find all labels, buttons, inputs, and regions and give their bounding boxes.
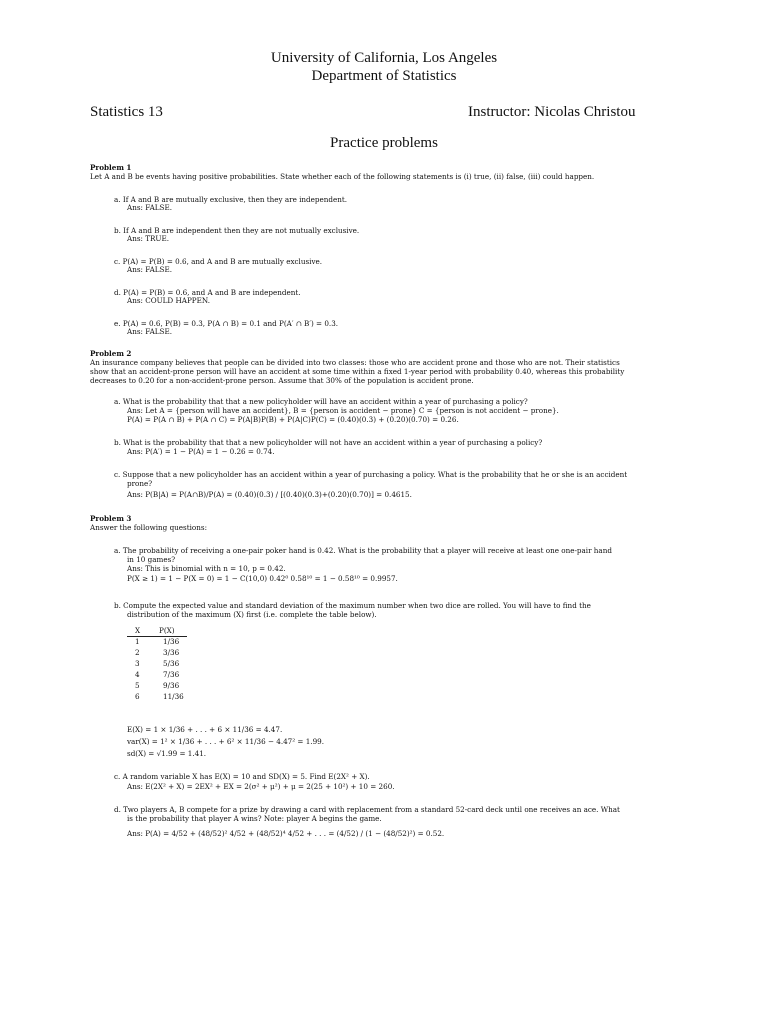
table-header-px: P(X) — [159, 626, 175, 635]
p3-answer-d: Ans: P(A) = 4/52 + (48/52)² 4/52 + (48/52)⁴ 4/52 + . . . = (4/52) / (1 − (48/52)²) = 0.52. — [127, 829, 445, 838]
p3-answer-b: E(X) = 1 × 1/36 + . . . + 6 × 11/36 = 4.47. — [127, 725, 283, 734]
p1-item-a: a. If A and B are mutually exclusive, then they are independent. — [114, 195, 348, 204]
p1-answer-e: Ans: FALSE. — [127, 327, 172, 336]
p2-answer-a: Ans: Let A = {person will have an accident}, B = {person is accident − prone} C = {person is not accident − prone}. — [127, 406, 559, 415]
p1-item-b: b. If A and B are independent then they are not mutually exclusive. — [114, 226, 360, 235]
p3-item-b-cont: distribution of the maximum (X) first (i.e. complete the table below). — [127, 610, 377, 619]
p3-item-a: a. The probability of receiving a one-pair poker hand is 0.42. What is the probability that a player will receive at least one one-pair hand — [114, 546, 612, 555]
p1-answer-c: Ans: FALSE. — [127, 265, 172, 274]
p3-item-c: c. A random variable X has E(X) = 10 and SD(X) = 5. Find E(2X² + X). — [114, 772, 370, 781]
p3-answer-b: sd(X) = √1.99 = 1.41. — [127, 749, 207, 758]
table-cell-px: 1/36 — [163, 637, 180, 646]
p1-answer-a: Ans: FALSE. — [127, 203, 172, 212]
table-cell-px: 9/36 — [163, 681, 180, 690]
p3-item-d: d. Two players A, B compete for a prize by drawing a card with replacement from a standard 52-card deck until one receives an ace. What — [114, 805, 620, 814]
table-cell-px: 5/36 — [163, 659, 180, 668]
p2-item-a: a. What is the probability that that a new policyholder will have an accident within a year of purchasing a policy? — [114, 397, 528, 406]
document-title: Practice problems — [330, 135, 438, 151]
problem2-intro-line: decreases to 0.20 for a non-accident-prone person. Assume that 30% of the population is accident prone. — [90, 376, 474, 385]
table-cell-x: 1 — [135, 637, 140, 646]
p1-item-c: c. P(A) = P(B) = 0.6, and A and B are mutually exclusive. — [114, 257, 323, 266]
problem1-intro: Let A and B be events having positive probabilities. State whether each of the following statements is (i) true, (ii) false, (iii) could happen. — [90, 172, 595, 181]
p3-item-a-cont: in 10 games? — [127, 555, 176, 564]
department-name: Department of Statistics — [311, 68, 457, 84]
p2-answer-c: Ans: P(B|A) = P(A∩B)/P(A) = (0.40)(0.3) / [(0.40)(0.3)+(0.20)(0.70)] = 0.4615. — [127, 490, 412, 499]
p3-answer-c: Ans: E(2X² + X) = 2EX² + EX = 2(σ² + μ²) + μ = 2(25 + 10²) + 10 = 260. — [127, 782, 395, 791]
problem1-heading: Problem 1 — [90, 163, 132, 172]
table-header-x: X — [135, 626, 141, 635]
p1-item-d: d. P(A) = P(B) = 0.6, and A and B are independent. — [114, 288, 301, 297]
p1-answer-b: Ans: TRUE. — [127, 234, 170, 243]
problem2-heading: Problem 2 — [90, 349, 132, 358]
problem2-intro-line: An insurance company believes that people can be divided into two classes: those who are accident prone and those who are not. Their statistics — [90, 358, 620, 367]
problem2-intro-line: show that an accident-prone person will have an accident at some time within a fixed 1-year period with probability 0.40, whereas this probability — [90, 367, 625, 376]
p3-item-d-cont: is the probability that player A wins? Note: player A begins the game. — [127, 814, 382, 823]
instructor-name: Instructor: Nicolas Christou — [468, 104, 636, 120]
p3-item-b: b. Compute the expected value and standard deviation of the maximum number when two dice are rolled. You will have to find the — [114, 601, 591, 610]
p1-answer-d: Ans: COULD HAPPEN. — [127, 296, 210, 305]
p2-answer-a: P(A) = P(A ∩ B) + P(A ∩ C) = P(A|B)P(B) + P(A|C)P(C) = (0.40)(0.3) + (0.20)(0.70) = 0.26. — [127, 415, 459, 424]
problem3-intro: Answer the following questions: — [90, 523, 207, 532]
course-name: Statistics 13 — [90, 104, 163, 120]
p2-item-c-cont: prone? — [127, 479, 153, 488]
p3-answer-a: Ans: This is binomial with n = 10, p = 0.42. — [127, 564, 286, 573]
p3-answer-a: P(X ≥ 1) = 1 − P(X = 0) = 1 − C(10,0) 0.42⁰ 0.58¹⁰ = 1 − 0.58¹⁰ = 0.9957. — [127, 574, 398, 583]
p2-item-b: b. What is the probability that that a new policyholder will not have an accident within a year of purchasing a policy? — [114, 438, 543, 447]
table-cell-x: 4 — [135, 670, 140, 679]
p2-answer-b: Ans: P(A′) = 1 − P(A) = 1 − 0.26 = 0.74. — [127, 447, 275, 456]
p1-item-e: e. P(A) = 0.6, P(B) = 0.3, P(A ∩ B) = 0.1 and P(A′ ∩ B′) = 0.3. — [114, 319, 339, 328]
university-name: University of California, Los Angeles — [270, 50, 498, 66]
table-cell-px: 11/36 — [163, 692, 184, 701]
table-cell-x: 2 — [135, 648, 140, 657]
p3-answer-b: var(X) = 1² × 1/36 + . . . + 6² × 11/36 − 4.47² = 1.99. — [127, 737, 325, 746]
table-cell-x: 3 — [135, 659, 140, 668]
table-cell-px: 3/36 — [163, 648, 180, 657]
table-cell-x: 6 — [135, 692, 140, 701]
p2-item-c: c. Suppose that a new policyholder has an accident within a year of purchasing a policy. What is the probability that he or she is an accident — [114, 470, 628, 479]
table-cell-x: 5 — [135, 681, 140, 690]
problem3-heading: Problem 3 — [90, 514, 132, 523]
table-cell-px: 7/36 — [163, 670, 180, 679]
